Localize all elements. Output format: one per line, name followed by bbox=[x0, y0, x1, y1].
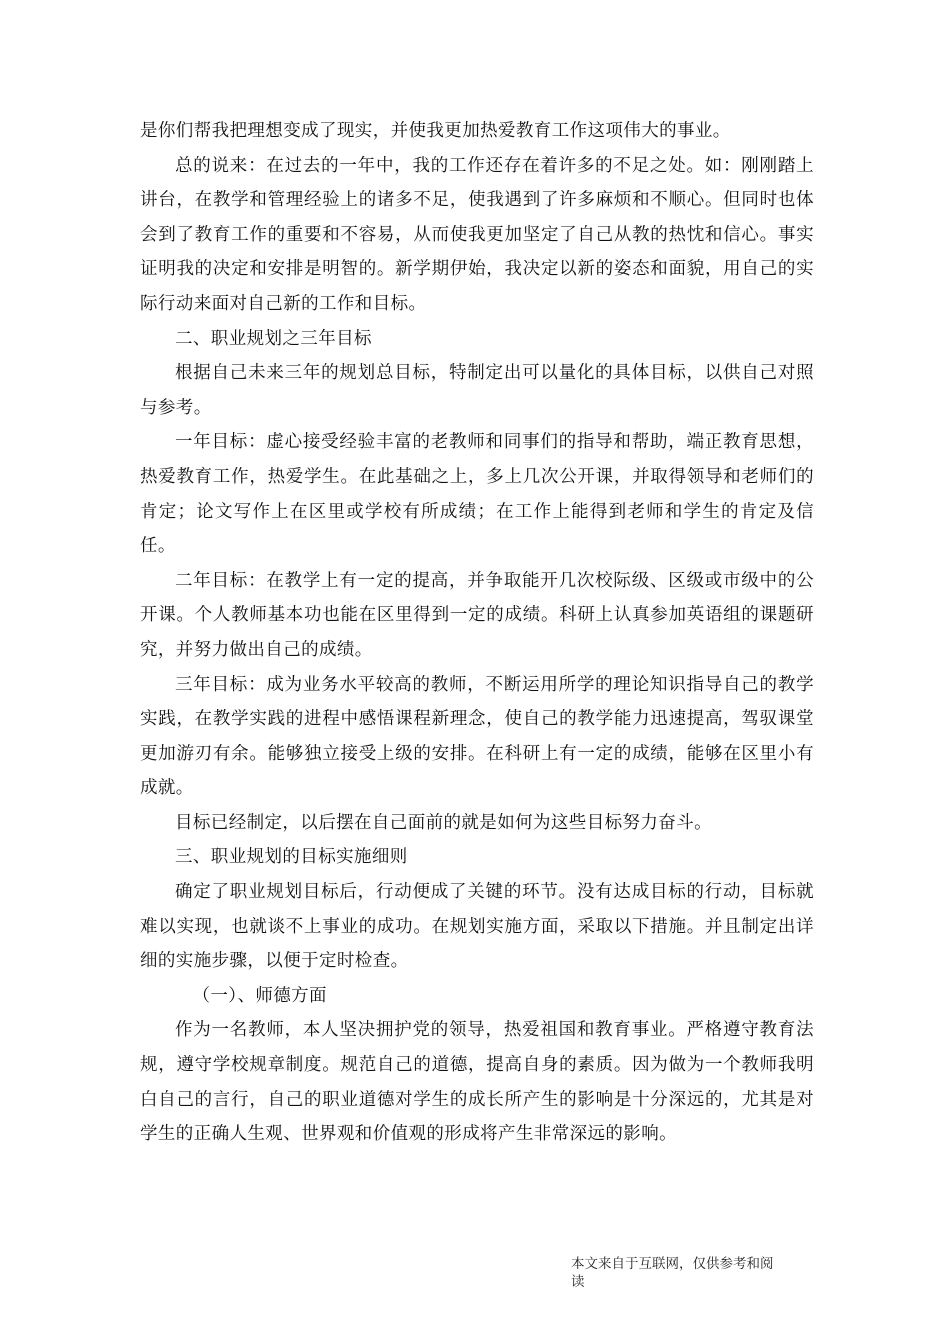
paragraph-implementation-intro: 确定了职业规划目标后，行动便成了关键的环节。没有达成目标的行动，目标就难以实现，也就谈不上事业的成功。在规划实施方面，采取以下措施。并且制定出详细的实施步骤，以便于定时检查。 bbox=[140, 882, 814, 972]
paragraph-goals-intro: 根据自己未来三年的规划总目标，特制定出可以量化的具体目标，以供自己对照与参考。 bbox=[140, 363, 814, 418]
paragraph-year-two-goal: 二年目标：在教学上有一定的提高，并争取能开几次校际级、区级或市级中的公开课。个人教师基本功也能在区里得到一定的成绩。科研上认真参加英语组的课题研究，并努力做出自己的成绩。 bbox=[140, 570, 814, 660]
subsection-heading-ethics: （一）、师德方面 bbox=[192, 985, 327, 1006]
paragraph-continuation: 是你们帮我把理想变成了现实，并使我更加热爱教育工作这项伟大的事业。 bbox=[140, 121, 731, 141]
paragraph-year-three-goal: 三年目标：成为业务水平较高的教师，不断运用所学的理论知识指导自己的教学实践，在教学实践的进程中感悟课程新理念，使自己的教学能力迅速提高，驾驭课堂更加游刃有余。能够独立接受上级的安排。在科研上有一定的成绩，能够在区里小有成就。 bbox=[140, 674, 814, 799]
footer-note bbox=[571, 1255, 801, 1291]
paragraph-summary: 总的说来：在过去的一年中，我的工作还存在着许多的不足之处。如：刚刚踏上讲台，在教学和管理经验上的诸多不足，使我遇到了许多麻烦和不顺心。但同时也体会到了教育工作的重要和不容易，从而使我更加坚定了自己从教的热忱和信心。事实证明我的决定和安排是明智的。新学期伊始，我决定以新的姿态和面貌，用自己的实际行动来面对自己新的工作和目标。 bbox=[140, 155, 814, 314]
paragraph-ethics: 作为一名教师，本人坚决拥护党的领导，热爱祖国和教育事业。严格遵守教育法规，遵守学校规章制度。规范自己的道德，提高自身的素质。因为做为一个教师我明白自己的言行，自己的职业道德对学生的成长所产生的影响是十分深远的，尤其是对学生的正确人生观、世界观和价值观的形成将产生非常深远的影响。 bbox=[140, 1020, 814, 1145]
paragraph-year-one-goal: 一年目标：虚心接受经验丰富的老教师和同事们的指导和帮助，端正教育思想，热爱教育工作，热爱学生。在此基础之上，多上几次公开课，并取得领导和老师们的肯定；论文写作上在区里或学校有所成绩；在工作上能得到老师和学生的肯定及信任。 bbox=[140, 432, 814, 557]
section-heading-implementation: 三、职业规划的目标实施细则 bbox=[175, 847, 408, 868]
document-body bbox=[140, 114, 814, 1152]
section-heading-three-year-goals: 二、职业规划之三年目标 bbox=[175, 328, 372, 349]
footer-note-line-2: 读 bbox=[571, 1274, 585, 1290]
footer-note-line-1: 本文来自于互联网，仅供参考和阅 bbox=[571, 1256, 774, 1272]
paragraph-goals-set: 目标已经制定，以后摆在自己面前的就是如何为这些目标努力奋斗。 bbox=[175, 812, 712, 833]
